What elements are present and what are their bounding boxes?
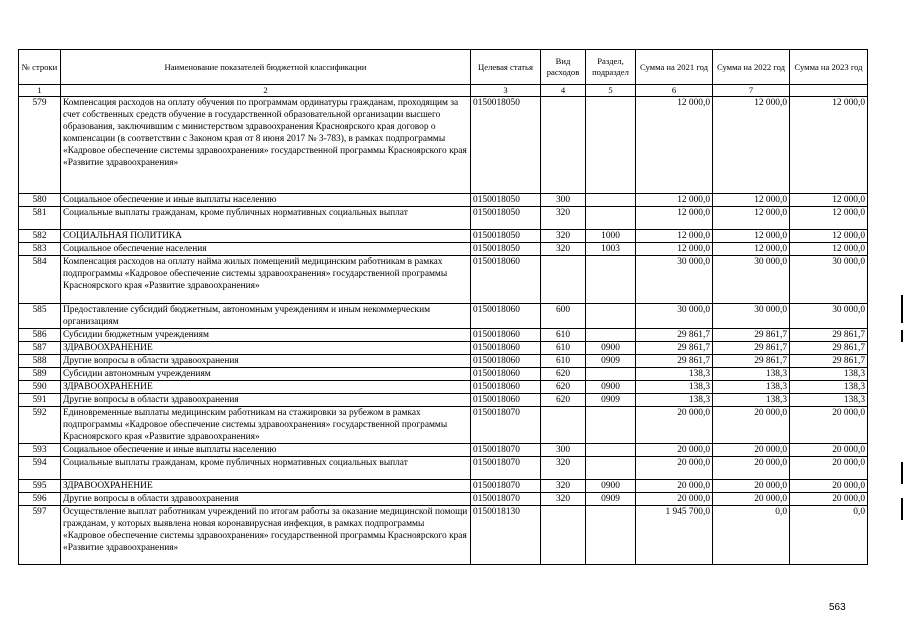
cell-row-number: 591 <box>19 394 61 407</box>
cell-expense-type <box>541 97 586 194</box>
cell-target-article: 0150018070 <box>471 407 541 444</box>
cell-sum-2022: 12 000,0 <box>713 97 790 194</box>
table-row <box>19 493 868 506</box>
header-row-number: № строки <box>19 50 61 85</box>
cell-target-article: 0150018060 <box>471 256 541 304</box>
cell-sum-2023: 12 000,0 <box>790 194 868 207</box>
cell-expense-type <box>541 256 586 304</box>
cell-section: 0909 <box>586 355 636 368</box>
cell-expense-type: 620 <box>541 394 586 407</box>
cell-expense-type <box>541 506 586 565</box>
cell-sum-2023: 29 861,7 <box>790 342 868 355</box>
cell-target-article: 0150018060 <box>471 394 541 407</box>
cell-name: Другие вопросы в области здравоохранения <box>61 493 471 506</box>
cell-row-number: 586 <box>19 329 61 342</box>
cell-sum-2021: 20 000,0 <box>636 480 713 493</box>
cell-expense-type: 300 <box>541 444 586 457</box>
header-name: Наименование показателей бюджетной классификации <box>61 50 471 85</box>
cell-sum-2021: 29 861,7 <box>636 329 713 342</box>
cell-expense-type: 610 <box>541 342 586 355</box>
cell-section <box>586 444 636 457</box>
cell-sum-2023: 29 861,7 <box>790 329 868 342</box>
cell-target-article: 0150018060 <box>471 368 541 381</box>
cell-target-article: 0150018070 <box>471 444 541 457</box>
cell-sum-2023: 12 000,0 <box>790 243 868 256</box>
cell-section <box>586 329 636 342</box>
table-row <box>19 304 868 329</box>
cell-expense-type <box>541 407 586 444</box>
cell-sum-2022: 12 000,0 <box>713 243 790 256</box>
cell-name: ЗДРАВООХРАНЕНИЕ <box>61 342 471 355</box>
cell-expense-type: 320 <box>541 493 586 506</box>
table-row <box>19 256 868 304</box>
cell-sum-2022: 138,3 <box>713 394 790 407</box>
cell-expense-type: 610 <box>541 329 586 342</box>
cell-name: Другие вопросы в области здравоохранения <box>61 394 471 407</box>
cell-target-article: 0150018060 <box>471 304 541 329</box>
table-row <box>19 368 868 381</box>
cell-name: ЗДРАВООХРАНЕНИЕ <box>61 381 471 394</box>
cell-sum-2023: 30 000,0 <box>790 256 868 304</box>
header-sum-2021: Сумма на 2021 год <box>636 50 713 85</box>
cell-name: ЗДРАВООХРАНЕНИЕ <box>61 480 471 493</box>
scan-edge-mark <box>901 462 903 484</box>
cell-section <box>586 97 636 194</box>
cell-sum-2021: 20 000,0 <box>636 407 713 444</box>
cell-name: Субсидии автономным учреждениям <box>61 368 471 381</box>
cell-target-article: 0150018070 <box>471 480 541 493</box>
cell-section: 0900 <box>586 480 636 493</box>
cell-sum-2022: 20 000,0 <box>713 493 790 506</box>
table-row <box>19 230 868 243</box>
table-row <box>19 506 868 565</box>
header-section: Раздел, подраздел <box>586 50 636 85</box>
cell-target-article: 0150018050 <box>471 97 541 194</box>
cell-sum-2021: 12 000,0 <box>636 207 713 230</box>
cell-row-number: 597 <box>19 506 61 565</box>
cell-sum-2021: 20 000,0 <box>636 457 713 480</box>
cell-sum-2021: 30 000,0 <box>636 256 713 304</box>
cell-section <box>586 506 636 565</box>
cell-sum-2021: 20 000,0 <box>636 493 713 506</box>
cell-sum-2021: 12 000,0 <box>636 230 713 243</box>
header-expense-type: Вид расходов <box>541 50 586 85</box>
cell-expense-type: 320 <box>541 457 586 480</box>
cell-name: Другие вопросы в области здравоохранения <box>61 355 471 368</box>
cell-expense-type: 300 <box>541 194 586 207</box>
table-row <box>19 444 868 457</box>
cell-expense-type: 600 <box>541 304 586 329</box>
cell-sum-2022: 20 000,0 <box>713 407 790 444</box>
column-number: 3 <box>471 85 541 97</box>
cell-sum-2022: 29 861,7 <box>713 355 790 368</box>
cell-sum-2023: 138,3 <box>790 368 868 381</box>
cell-target-article: 0150018050 <box>471 194 541 207</box>
cell-sum-2022: 29 861,7 <box>713 342 790 355</box>
cell-expense-type: 320 <box>541 243 586 256</box>
header-sum-2023: Сумма на 2023 год <box>790 50 868 85</box>
cell-row-number: 590 <box>19 381 61 394</box>
cell-sum-2021: 138,3 <box>636 368 713 381</box>
cell-name: Субсидии бюджетным учреждениям <box>61 329 471 342</box>
cell-name: Социальные выплаты гражданам, кроме публичных нормативных социальных выплат <box>61 457 471 480</box>
cell-target-article: 0150018130 <box>471 506 541 565</box>
budget-table <box>18 49 868 565</box>
scan-edge-mark <box>901 498 903 520</box>
cell-sum-2021: 12 000,0 <box>636 243 713 256</box>
cell-sum-2023: 12 000,0 <box>790 97 868 194</box>
cell-row-number: 587 <box>19 342 61 355</box>
cell-sum-2023: 20 000,0 <box>790 493 868 506</box>
cell-sum-2023: 20 000,0 <box>790 457 868 480</box>
cell-section: 0900 <box>586 342 636 355</box>
cell-target-article: 0150018070 <box>471 493 541 506</box>
cell-sum-2022: 12 000,0 <box>713 194 790 207</box>
cell-target-article: 0150018050 <box>471 230 541 243</box>
cell-name: Социальное обеспечение и иные выплаты населению <box>61 194 471 207</box>
column-number: 5 <box>586 85 636 97</box>
cell-sum-2023: 20 000,0 <box>790 444 868 457</box>
cell-name: Социальное обеспечение и иные выплаты населению <box>61 444 471 457</box>
scan-edge-mark <box>901 295 903 323</box>
cell-sum-2023: 29 861,7 <box>790 355 868 368</box>
column-number: 2 <box>61 85 471 97</box>
cell-section: 0900 <box>586 381 636 394</box>
cell-section: 1000 <box>586 230 636 243</box>
column-number-row <box>19 85 868 97</box>
cell-sum-2023: 138,3 <box>790 394 868 407</box>
cell-row-number: 579 <box>19 97 61 194</box>
cell-row-number: 594 <box>19 457 61 480</box>
cell-section <box>586 256 636 304</box>
cell-target-article: 0150018060 <box>471 342 541 355</box>
cell-sum-2021: 1 945 700,0 <box>636 506 713 565</box>
table-row <box>19 207 868 230</box>
header-sum-2022: Сумма на 2022 год <box>713 50 790 85</box>
table-row <box>19 97 868 194</box>
cell-row-number: 581 <box>19 207 61 230</box>
table-row <box>19 457 868 480</box>
table-row <box>19 355 868 368</box>
cell-target-article: 0150018070 <box>471 457 541 480</box>
cell-sum-2022: 30 000,0 <box>713 304 790 329</box>
cell-row-number: 582 <box>19 230 61 243</box>
cell-row-number: 595 <box>19 480 61 493</box>
cell-sum-2023: 20 000,0 <box>790 480 868 493</box>
cell-sum-2022: 20 000,0 <box>713 480 790 493</box>
cell-target-article: 0150018060 <box>471 355 541 368</box>
table-row <box>19 394 868 407</box>
cell-row-number: 580 <box>19 194 61 207</box>
cell-sum-2022: 138,3 <box>713 368 790 381</box>
cell-sum-2022: 138,3 <box>713 381 790 394</box>
cell-sum-2023: 12 000,0 <box>790 230 868 243</box>
cell-name: Осуществление выплат работникам учреждений по итогам работы за оказание медицинской помощи гражданам, у которых выявлена новая коронавирусная инфекция, в рамках подпрограммы «Кадровое обеспечение системы здравоохранения» государственной программы Красноярского края «Развитие здравоохранения» <box>61 506 471 565</box>
cell-name: Компенсация расходов на оплату найма жилых помещений медицинским работникам в рамках подпрограммы «Кадровое обеспечение системы здравоохранения» государственной программы Красноярского края «Развитие здравоохранения» <box>61 256 471 304</box>
cell-row-number: 593 <box>19 444 61 457</box>
cell-expense-type: 620 <box>541 381 586 394</box>
cell-sum-2023: 30 000,0 <box>790 304 868 329</box>
cell-section: 0909 <box>586 394 636 407</box>
cell-row-number: 585 <box>19 304 61 329</box>
column-number: 7 <box>713 85 790 97</box>
cell-section: 1003 <box>586 243 636 256</box>
cell-sum-2021: 29 861,7 <box>636 355 713 368</box>
scan-edge-marks <box>899 0 905 636</box>
table-body <box>19 97 868 565</box>
cell-section <box>586 407 636 444</box>
cell-name: Единовременные выплаты медицинским работникам на стажировки за рубежом в рамках подпрограммы «Кадровое обеспечение системы здравоохранения» государственной программы Красноярского края «Развитие здравоохранения» <box>61 407 471 444</box>
cell-sum-2022: 12 000,0 <box>713 230 790 243</box>
cell-section <box>586 368 636 381</box>
column-number: 6 <box>636 85 713 97</box>
cell-target-article: 0150018050 <box>471 207 541 230</box>
column-number <box>790 85 868 97</box>
cell-target-article: 0150018060 <box>471 329 541 342</box>
cell-sum-2022: 30 000,0 <box>713 256 790 304</box>
cell-sum-2023: 20 000,0 <box>790 407 868 444</box>
cell-section <box>586 457 636 480</box>
cell-sum-2022: 20 000,0 <box>713 444 790 457</box>
cell-sum-2021: 12 000,0 <box>636 97 713 194</box>
table-row <box>19 342 868 355</box>
cell-section <box>586 304 636 329</box>
column-number: 1 <box>19 85 61 97</box>
scan-edge-mark <box>901 330 903 342</box>
table-header-row <box>19 50 868 85</box>
cell-section <box>586 194 636 207</box>
cell-row-number: 584 <box>19 256 61 304</box>
table-row <box>19 329 868 342</box>
table-row <box>19 243 868 256</box>
cell-name: СОЦИАЛЬНАЯ ПОЛИТИКА <box>61 230 471 243</box>
cell-name: Предоставление субсидий бюджетным, автономным учреждениям и иным некоммерческим организациям <box>61 304 471 329</box>
cell-sum-2022: 20 000,0 <box>713 457 790 480</box>
cell-name: Социальные выплаты гражданам, кроме публичных нормативных социальных выплат <box>61 207 471 230</box>
cell-expense-type: 610 <box>541 355 586 368</box>
table-row <box>19 194 868 207</box>
cell-sum-2023: 12 000,0 <box>790 207 868 230</box>
cell-sum-2021: 138,3 <box>636 394 713 407</box>
cell-expense-type: 320 <box>541 230 586 243</box>
table-row <box>19 407 868 444</box>
cell-row-number: 589 <box>19 368 61 381</box>
cell-sum-2023: 138,3 <box>790 381 868 394</box>
header-target-article: Целевая статья <box>471 50 541 85</box>
cell-sum-2021: 12 000,0 <box>636 194 713 207</box>
cell-sum-2022: 12 000,0 <box>713 207 790 230</box>
cell-row-number: 592 <box>19 407 61 444</box>
cell-expense-type: 320 <box>541 480 586 493</box>
cell-name: Компенсация расходов на оплату обучения по программам ординатуры гражданам, проходящим за счет собственных средств обучение в государственной образовательной организации высшего образования, заключившим с министерством здравоохранения Красноярского края договор о компенсации (в соответствии с Законом края от 8 июня 2017 № 3-783), в рамках подпрограммы «Кадровое обеспечение системы здравоохранения» государственной программы Красноярского края «Развитие здравоохранения» <box>61 97 471 194</box>
table-row <box>19 480 868 493</box>
cell-sum-2021: 20 000,0 <box>636 444 713 457</box>
cell-target-article: 0150018060 <box>471 381 541 394</box>
cell-sum-2022: 0,0 <box>713 506 790 565</box>
cell-target-article: 0150018050 <box>471 243 541 256</box>
cell-sum-2021: 30 000,0 <box>636 304 713 329</box>
cell-row-number: 596 <box>19 493 61 506</box>
cell-sum-2023: 0,0 <box>790 506 868 565</box>
cell-name: Социальное обеспечение населения <box>61 243 471 256</box>
cell-expense-type: 620 <box>541 368 586 381</box>
cell-section <box>586 207 636 230</box>
cell-sum-2021: 138,3 <box>636 381 713 394</box>
cell-expense-type: 320 <box>541 207 586 230</box>
table-row <box>19 381 868 394</box>
cell-row-number: 583 <box>19 243 61 256</box>
cell-sum-2021: 29 861,7 <box>636 342 713 355</box>
cell-row-number: 588 <box>19 355 61 368</box>
column-number: 4 <box>541 85 586 97</box>
cell-sum-2022: 29 861,7 <box>713 329 790 342</box>
page-number: 563 <box>829 602 846 613</box>
cell-section: 0909 <box>586 493 636 506</box>
